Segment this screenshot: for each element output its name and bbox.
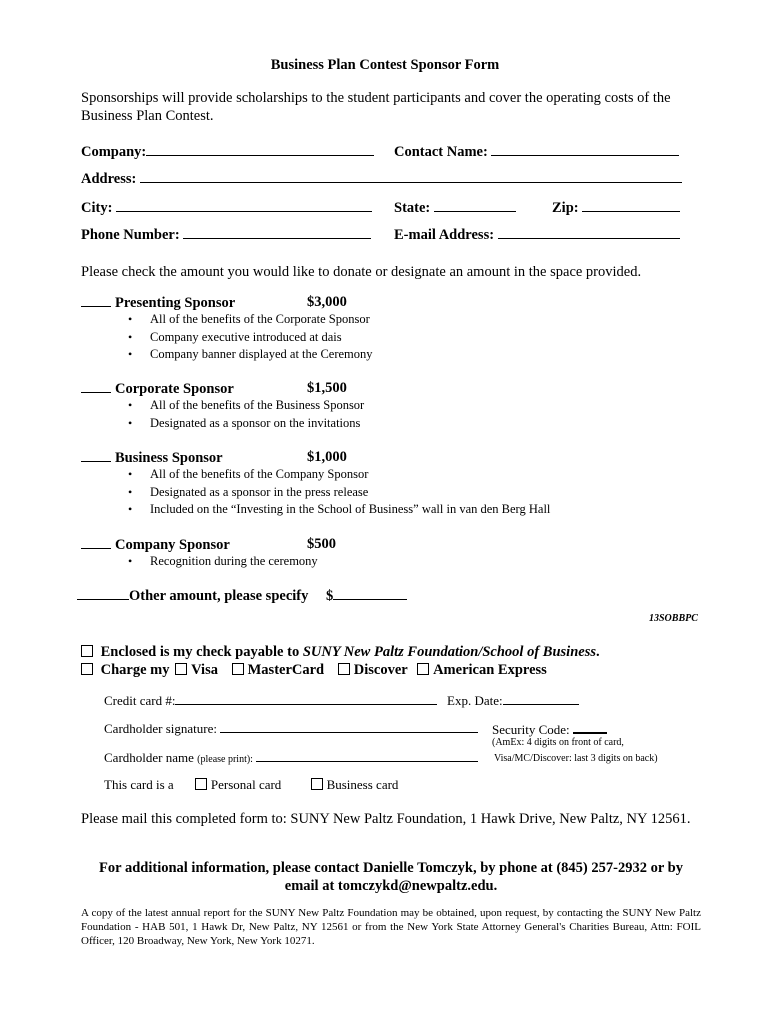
credit-card-label: Credit card #:: [104, 693, 176, 708]
cardholder-signature-field[interactable]: [104, 720, 478, 737]
zip-field[interactable]: [552, 197, 680, 217]
other-amount-label: Other amount, please specify: [129, 588, 309, 604]
contact-info-line-2: email at tomczykd@newpaltz.edu.: [284, 878, 498, 894]
benefit-item: • Company executive introduced at dais: [126, 329, 373, 347]
company-field[interactable]: [81, 141, 374, 161]
tier-name: Business Sponsor: [115, 450, 223, 466]
currency-symbol: $: [326, 588, 334, 604]
security-code-label: Security Code:: [492, 722, 570, 737]
contact-name-field[interactable]: [394, 141, 679, 161]
security-code-field[interactable]: [492, 720, 607, 738]
business-card-checkbox[interactable]: [311, 778, 323, 790]
tier-presenting-benefits: [126, 311, 373, 364]
other-amount-field[interactable]: [77, 587, 407, 605]
tier-price: $3,000: [307, 294, 347, 310]
benefit-item: • Company banner displayed at the Ceremony: [126, 346, 373, 364]
contact-info: [81, 859, 701, 895]
tier-name: Corporate Sponsor: [115, 381, 234, 397]
email-field[interactable]: [394, 224, 680, 244]
exp-date-label: Exp. Date:: [447, 693, 503, 708]
tier-corporate[interactable]: [81, 380, 381, 398]
enclosed-suffix: .: [595, 644, 600, 660]
address-field[interactable]: [81, 168, 682, 188]
charge-option[interactable]: [81, 662, 547, 679]
tier-price: $500: [307, 536, 336, 552]
benefit-item: • All of the benefits of the Corporate Sponsor: [126, 311, 373, 329]
tier-business-benefits: [126, 466, 550, 519]
benefit-item: • Recognition during the ceremony: [126, 553, 318, 571]
mastercard-checkbox[interactable]: [232, 663, 244, 675]
personal-card-checkbox[interactable]: [195, 778, 207, 790]
personal-card-label: Personal card: [210, 777, 282, 792]
enclosed-prefix: Enclosed is my check payable to: [100, 644, 303, 660]
security-note-2: Visa/MC/Discover: last 3 digits on back): [494, 753, 658, 764]
zip-label: Zip:: [552, 200, 579, 216]
footer-disclaimer: A copy of the latest annual report for the SUNY New Paltz Foundation may be obtained, upon request, by contacting the SUNY New Paltz Foundation - HAB 501, 1 Hawk Dr, New Paltz, NY 12561 or from the New York State Attorney General's Charities Bureau, Attn: FOIL Officer, 120 Broadway, New York, New York 10271.: [81, 907, 701, 947]
cardholder-name-note: (please print):: [197, 754, 253, 765]
page-title: Business Plan Contest Sponsor Form: [270, 57, 500, 73]
phone-field[interactable]: [81, 224, 371, 244]
cardholder-name-field[interactable]: [104, 749, 478, 766]
tier-company[interactable]: [81, 536, 381, 554]
tier-checkline[interactable]: [81, 294, 111, 307]
tier-company-benefits: [126, 553, 318, 571]
tier-name: Presenting Sponsor: [115, 295, 236, 311]
company-label: Company:: [81, 144, 147, 160]
visa-label: Visa: [191, 662, 218, 678]
enclosed-check-option[interactable]: [81, 644, 600, 661]
mail-instructions: Please mail this completed form to: SUNY New Paltz Foundation, 1 Hawk Drive, New Paltz, NY 12561.: [81, 811, 691, 827]
security-note-1: (AmEx: 4 digits on front of card,: [492, 737, 624, 748]
signature-label: Cardholder signature:: [104, 721, 217, 736]
contact-name-label: Contact Name:: [394, 144, 488, 160]
exp-date-field[interactable]: [447, 692, 579, 709]
card-type-row: [104, 777, 398, 793]
amex-label: American Express: [433, 662, 547, 678]
benefit-item: • Included on the “Investing in the School of Business” wall in van den Berg Hall: [126, 501, 550, 519]
phone-label: Phone Number:: [81, 227, 180, 243]
benefit-item: • Designated as a sponsor on the invitations: [126, 415, 364, 433]
tier-checkline[interactable]: [81, 449, 111, 462]
state-field[interactable]: [394, 197, 516, 217]
city-label: City:: [81, 200, 113, 216]
card-is-label: This card is a: [104, 777, 174, 792]
charge-checkbox[interactable]: [81, 663, 93, 675]
address-label: Address:: [81, 171, 137, 187]
tier-business[interactable]: [81, 449, 381, 467]
benefit-item: • Designated as a sponsor in the press release: [126, 484, 550, 502]
contact-info-line-1: For additional information, please contact Danielle Tomczyk, by phone at (845) 257-2932 or by: [99, 860, 683, 876]
discover-label: Discover: [353, 662, 408, 678]
tier-presenting[interactable]: [81, 294, 381, 312]
cardholder-name-label: Cardholder name: [104, 750, 194, 765]
instructions-text: Please check the amount you would like to donate or designate an amount in the space provided.: [81, 264, 642, 280]
tier-price: $1,500: [307, 380, 347, 396]
visa-checkbox[interactable]: [175, 663, 187, 675]
tier-checkline[interactable]: [81, 380, 111, 393]
tier-price: $1,000: [307, 449, 347, 465]
state-label: State:: [394, 200, 431, 216]
intro-text: Sponsorships will provide scholarships to the student participants and cover the operating costs of the Business Plan Contest.: [81, 90, 671, 124]
email-label: E-mail Address:: [394, 227, 495, 243]
tier-name: Company Sponsor: [115, 537, 230, 553]
tier-corporate-benefits: [126, 397, 364, 432]
form-code: 13SOBBPC: [649, 613, 698, 624]
city-field[interactable]: [81, 197, 372, 217]
credit-card-number-field[interactable]: [104, 692, 437, 709]
enclosed-payee: SUNY New Paltz Foundation/School of Business: [302, 644, 596, 660]
charge-label: Charge my: [100, 662, 170, 678]
benefit-item: • All of the benefits of the Business Sponsor: [126, 397, 364, 415]
enclosed-checkbox[interactable]: [81, 645, 93, 657]
benefit-item: • All of the benefits of the Company Sponsor: [126, 466, 550, 484]
tier-checkline[interactable]: [81, 536, 111, 549]
amex-checkbox[interactable]: [417, 663, 429, 675]
mastercard-label: MasterCard: [247, 662, 325, 678]
discover-checkbox[interactable]: [338, 663, 350, 675]
business-card-label: Business card: [326, 777, 399, 792]
